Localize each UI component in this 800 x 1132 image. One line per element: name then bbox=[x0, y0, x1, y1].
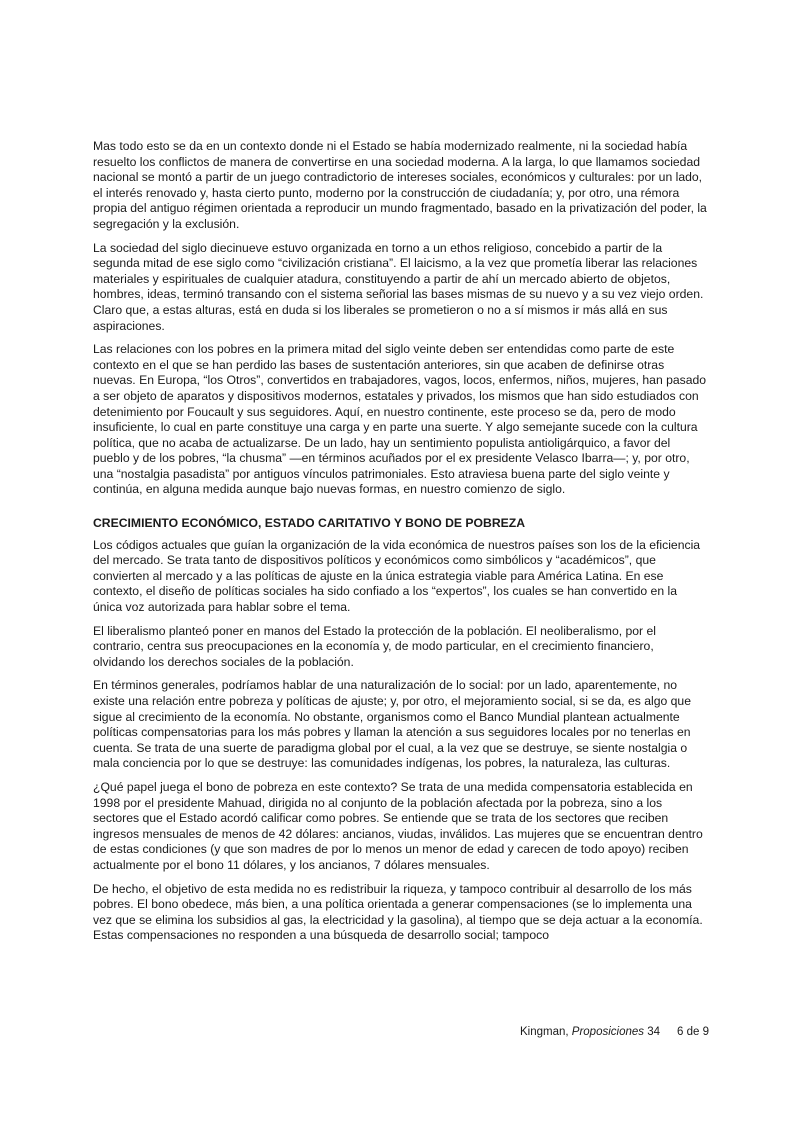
footer-citation bbox=[520, 1025, 660, 1039]
footer-journal: Proposiciones bbox=[571, 1026, 645, 1038]
paragraph: De hecho, el objetivo de esta medida no es redistribuir la riqueza, y tampoco contribuir al desarrollo de los más pobres. El bono obedece, más bien, a una política orientada a generar compensaciones (se lo implementa una vez que se elimina los subsidios al gas, la electricidad y la gasolina), al tiempo que se deja actuar a la economía. Estas compensaciones no responden a una búsqueda de desarrollo social; tampoco bbox=[93, 881, 703, 943]
page-number: 6 de 9 bbox=[677, 1026, 709, 1038]
footer-issue: 34 bbox=[644, 1026, 661, 1038]
section-heading: CRECIMIENTO ECONÓMICO, ESTADO CARITATIVO Y BONO DE POBREZA bbox=[93, 516, 526, 531]
paragraph: La sociedad del siglo diecinueve estuvo organizada en torno a un ethos religioso, concebido a partir de la segunda mitad de ese siglo como “civilización cristiana”. El laicismo, a la vez que prometía liberar las relaciones materiales y espirituales de cualquier atadura, constituyendo a partir de ahí un mercado abierto de objetos, hombres, ideas, terminó transando con el sistema señorial las bases mismas de su nuevo y a su vez viejo orden. Claro que, a estas alturas, está en duda si los liberales se prometieron o no a sí mismos ir más allá en sus aspiraciones. bbox=[93, 240, 704, 333]
paragraph: El liberalismo planteó poner en manos del Estado la protección de la población. El neoliberalismo, por el contrario, centra sus preocupaciones en la economía y, de modo particular, en el crecimiento financiero, olvidando los derechos sociales de la población. bbox=[93, 623, 656, 669]
footer-author: Kingman, bbox=[520, 1026, 572, 1038]
paragraph: Mas todo esto se da en un contexto donde ni el Estado se había modernizado realmente, ni la sociedad había resuelto los conflictos de manera de convertirse en una sociedad moderna. A la larga, lo que llamamos sociedad nacional se montó a partir de un juego contradictorio de intereses sociales, económicos y culturales: por un lado, el interés renovado y, hasta cierto punto, moderno por la construcción de ciudadanía; y, por otro, una rémora propia del antiguo régimen orientada a reproducir un mundo fragmentado, basado en la privatización del poder, la segregación y la exclusión. bbox=[93, 139, 707, 231]
page-footer bbox=[520, 1025, 710, 1039]
paragraph: ¿Qué papel juega el bono de pobreza en este contexto? Se trata de una medida compensatoria establecida en 1998 por el presidente Mahuad, dirigida no al conjunto de la población afectada por la pobreza, sino a los sectores que el Estado acordó calificar como pobres. Se entiende que se trata de los sectores que reciben ingresos mensuales de menos de 42 dólares: ancianos, viudas, inválidos. Las mujeres que se encuentran dentro de estas condiciones (y que son madres de por lo menos un menor de edad y carecen de todo apoyo) reciben actualmente por el bono 11 dólares, y los ancianos, 7 dólares mensuales. bbox=[93, 779, 703, 872]
body-text bbox=[93, 139, 709, 952]
paragraph: Las relaciones con los pobres en la primera mitad del siglo veinte deben ser entendidas como parte de este contexto en el que se han perdido las bases de sustentación anteriores, sin que acaben de definirse otras nuevas. En Europa, “los Otros”, convertidos en trabajadores, vagos, locos, enfermos, niños, mujeres, han pasado a ser objeto de aparatos y dispositivos modernos, estatales y privados, los mismos que han sido estudiados con detenimiento por Foucault y sus seguidores. Aquí, en nuestro continente, este proceso se da, pero de modo insuficiente, lo cual en parte constituye una carga y en parte una suerte. Y algo semejante sucede con la cultura política, que no acaba de actualizarse. De un lado, hay un sentimiento populista antioligárquico, a favor del pueblo y de los pobres, “la chusma” —en términos acuñados por el ex presidente Velasco Ibarra—; y, por otro, una “nostalgia pasadista” por antiguos vínculos patrimoniales. Esto atraviesa buena parte del siglo veinte y continúa, en alguna medida aunque bajo nuevas formas, en nuestro comienzo de siglo. bbox=[93, 342, 707, 497]
paragraph: En términos generales, podríamos hablar de una naturalización de lo social: por un lado, aparentemente, no existe una relación entre pobreza y políticas de ajuste; y, por otro, el mejoramiento social, si se da, es algo que sigue al crecimiento de la economía. No obstante, organismos como el Banco Mundial plantean actualmente políticas compensatorias para los más pobres y llaman la atención a sus seguidores locales por no tenerlas en cuenta. Se trata de una suerte de paradigma global por el cual, a la vez que se destruye, se siente nostalgia o mala conciencia por lo que se destruye: las comunidades indígenas, los pobres, la naturaleza, las culturas. bbox=[93, 678, 691, 771]
paragraph: Los códigos actuales que guían la organización de la vida económica de nuestros países son los de la eficiencia del mercado. Se trata tanto de dispositivos políticos y económicos como simbólicos y “académicos”, que convierten al mercado y a las políticas de ajuste en la única estrategia viable para América Latina. En ese contexto, el diseño de políticas sociales ha sido confiado a los “expertos”, los cuales se han convertido en la única voz autorizada para hablar sobre el tema. bbox=[93, 537, 701, 615]
